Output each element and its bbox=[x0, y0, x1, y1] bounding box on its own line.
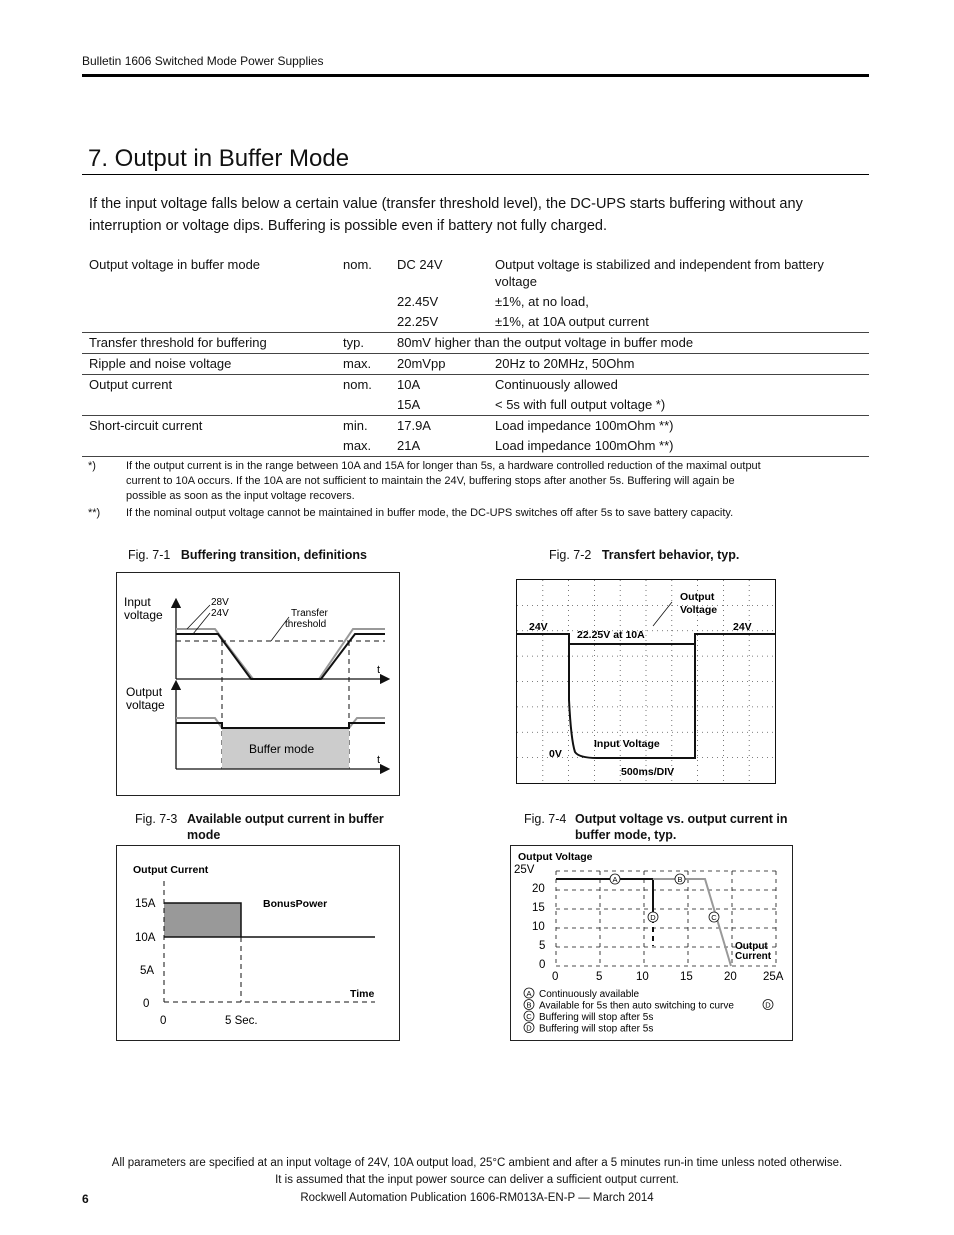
spec-cell bbox=[82, 312, 343, 333]
fig4-ylabel: Output Voltage bbox=[518, 851, 593, 863]
spec-cell: 17.9A bbox=[397, 416, 495, 437]
spec-cell: Load impedance 100mOhm **) bbox=[495, 416, 869, 437]
fig4-number: Fig. 7-4 bbox=[524, 812, 567, 826]
spec-row bbox=[82, 436, 869, 457]
fig4-curve-b bbox=[653, 879, 731, 966]
fig4-xlabel-2: Current bbox=[735, 951, 772, 962]
spec-cell: ±1%, at 10A output current bbox=[495, 314, 649, 329]
footer-publication: Rockwell Automation Publication 1606-RM013A-EN-P — March 2014 bbox=[300, 1192, 654, 1204]
intro-paragraph: If the input voltage falls below a certain value (transfer threshold level), the DC-UPS starts buffering without any interruption or voltage dips. Buffering is possible even if battery not fully charged. bbox=[89, 196, 803, 234]
fig4-legend-text-a: Continuously available bbox=[539, 989, 640, 1000]
fig3-xlabel: Time bbox=[350, 988, 375, 1000]
fig2-input-label: Input Voltage bbox=[594, 738, 660, 750]
spec-cell: 10A bbox=[397, 375, 495, 396]
fig4-ytick-15: 15 bbox=[532, 902, 545, 914]
fig4-svg bbox=[511, 846, 792, 1040]
spec-cell: Output current bbox=[82, 375, 343, 396]
fig4-xlabel-1: Output bbox=[735, 941, 768, 952]
spec-cell bbox=[343, 292, 397, 312]
fig1-caption bbox=[128, 548, 367, 562]
fig1-input-label-2: voltage bbox=[124, 608, 163, 622]
fig1-figure bbox=[116, 572, 400, 796]
fig2-24v-right: 24V bbox=[733, 621, 752, 633]
fig3-title: Available output current in buffer mode bbox=[187, 812, 384, 842]
fig1-output-label-2: voltage bbox=[126, 698, 165, 712]
fig4-legend-text-b: Available for 5s then auto switching to curve bbox=[539, 1000, 734, 1012]
spec-cell: ±1%, at no load, bbox=[495, 294, 589, 309]
fig4-marker-a: A bbox=[612, 875, 618, 884]
spec-cell: 20mVpp bbox=[397, 354, 495, 375]
spec-cell: min. bbox=[343, 416, 397, 437]
footer-line-2: It is assumed that the input power source can deliver a sufficient output current. bbox=[275, 1174, 679, 1186]
spec-cell bbox=[82, 395, 343, 416]
spec-cell: 22.25V bbox=[397, 314, 439, 329]
fig1-output-label-1: Output bbox=[126, 685, 163, 699]
spec-row bbox=[82, 312, 869, 333]
spec-row bbox=[82, 292, 869, 312]
footer-line-1: All parameters are specified at an input voltage of 24V, 10A output load, 25°C ambient and after a 5 minutes run-in time unless noted otherwise. bbox=[111, 1157, 843, 1169]
fig4-markers bbox=[610, 874, 719, 922]
fig1-28v-label: 28V bbox=[211, 597, 229, 608]
fig4-curve-a bbox=[556, 879, 653, 918]
spec-cell: typ. bbox=[343, 333, 397, 354]
fig3-ytick-10a: 10A bbox=[135, 932, 156, 944]
fig1-transfer-label-1: Transfer bbox=[291, 608, 328, 619]
fig3-number: Fig. 7-3 bbox=[135, 812, 178, 826]
fig1-svg bbox=[117, 573, 399, 795]
fig3-xtick-0: 0 bbox=[160, 1015, 167, 1027]
spec-cell: Load impedance 100mOhm **) bbox=[495, 436, 869, 457]
fig1-title: Buffering transition, definitions bbox=[180, 548, 367, 562]
fig4-ytick-25v: 25V bbox=[514, 864, 535, 876]
spec-cell: Continuously allowed bbox=[495, 375, 869, 396]
section-title: 7. Output in Buffer Mode bbox=[88, 145, 350, 172]
fig4-xtick-0: 0 bbox=[552, 971, 559, 983]
fig2-24v-left: 24V bbox=[529, 621, 548, 633]
fig4-marker-d: D bbox=[650, 913, 656, 922]
fig4-legend-text-c: Buffering will stop after 5s bbox=[539, 1012, 654, 1023]
fig3-svg bbox=[117, 846, 399, 1040]
fig3-ytick-0: 0 bbox=[143, 998, 150, 1010]
spec-cell bbox=[343, 312, 397, 333]
fig2-title: Transfert behavior, typ. bbox=[601, 548, 740, 562]
spec-row bbox=[82, 416, 869, 437]
spec-cell: Short-circuit current bbox=[82, 416, 343, 437]
fig3-xtick-5s: 5 Sec. bbox=[225, 1015, 258, 1027]
fig2-buffer-label: 22.25V at 10A bbox=[577, 629, 645, 641]
fig4-xtick-25a: 25A bbox=[763, 971, 784, 983]
fig4-xtick-5: 5 bbox=[596, 971, 603, 983]
fig3-bonus-label: BonusPower bbox=[263, 898, 328, 910]
spec-cell: Output voltage is stabilized and independent from battery voltage bbox=[495, 257, 824, 289]
spec-row bbox=[82, 354, 869, 375]
fig2-output-label-1: Output bbox=[680, 591, 715, 603]
fig4-ytick-0: 0 bbox=[539, 959, 546, 971]
spec-cell bbox=[82, 436, 343, 457]
spec-cell: 20Hz to 20MHz, 50Ohm bbox=[495, 354, 869, 375]
fig4-legend-marker-b: B bbox=[526, 1000, 532, 1010]
spec-cell: 21A bbox=[397, 436, 495, 457]
spec-row bbox=[82, 255, 869, 292]
footnote-2-mark: **) bbox=[88, 507, 101, 519]
fig4-ytick-10: 10 bbox=[532, 921, 545, 933]
fig1-transfer-label-2: threshold bbox=[285, 619, 327, 630]
fig2-number: Fig. 7-2 bbox=[549, 548, 592, 562]
fig4-xtick-20: 20 bbox=[724, 971, 737, 983]
fig2-svg bbox=[517, 580, 775, 783]
fig4-xtick-10: 10 bbox=[636, 971, 649, 983]
fig3-figure bbox=[116, 845, 400, 1041]
fig2-0v-label: 0V bbox=[549, 748, 562, 760]
fig3-ytick-15a: 15A bbox=[135, 898, 156, 910]
fig4-ytick-20: 20 bbox=[532, 883, 545, 895]
fig2-output-label-2: Voltage bbox=[680, 604, 718, 616]
spec-cell: 22.45V bbox=[397, 294, 439, 309]
fig4-title: Output voltage vs. output current in buffer mode, typ. bbox=[575, 812, 788, 842]
spec-row bbox=[82, 333, 869, 354]
fig4-legend-b-ref: D bbox=[765, 1000, 771, 1010]
page-number: 6 bbox=[82, 1192, 89, 1206]
spec-row bbox=[82, 375, 869, 396]
fig4-figure bbox=[510, 845, 793, 1041]
spec-cell: nom. bbox=[343, 375, 397, 396]
fig3-bonus-region bbox=[164, 903, 241, 937]
fig1-t2-label: t bbox=[377, 754, 381, 766]
header-title: Bulletin 1606 Switched Mode Power Supplies bbox=[82, 54, 324, 68]
fig3-caption bbox=[135, 811, 395, 843]
fig1-input-label-1: Input bbox=[124, 595, 151, 609]
fig3-ylabel: Output Current bbox=[133, 864, 209, 876]
footnote-2 bbox=[88, 506, 776, 521]
spec-cell: nom. bbox=[343, 257, 372, 272]
fig4-xtick-15: 15 bbox=[680, 971, 693, 983]
footnote-2-text: If the nominal output voltage cannot be maintained in buffer mode, the DC-UPS switches off after 5s to save battery capacity. bbox=[126, 507, 734, 519]
spec-cell: 80mV higher than the output voltage in buffer mode bbox=[397, 333, 869, 354]
spec-cell: < 5s with full output voltage *) bbox=[495, 397, 666, 412]
fig4-marker-b: B bbox=[677, 875, 683, 884]
spec-cell: DC 24V bbox=[397, 257, 443, 272]
spec-table bbox=[82, 255, 869, 457]
footnote-1-mark: *) bbox=[88, 460, 96, 472]
fig4-ytick-5: 5 bbox=[539, 940, 546, 952]
footnotes bbox=[88, 459, 776, 521]
spec-cell: Ripple and noise voltage bbox=[82, 354, 343, 375]
fig1-24v-label: 24V bbox=[211, 608, 229, 619]
fig2-caption bbox=[549, 548, 739, 562]
fig3-ytick-5a: 5A bbox=[140, 965, 155, 977]
title-rule bbox=[82, 174, 869, 175]
header-rule bbox=[82, 74, 869, 77]
spec-cell: 15A bbox=[397, 397, 421, 412]
fig2-timediv-label: 500ms/DIV bbox=[621, 766, 675, 778]
spec-row bbox=[82, 395, 869, 416]
fig1-t-label: t bbox=[377, 664, 381, 676]
fig4-caption bbox=[524, 811, 794, 843]
spec-cell: max. bbox=[343, 436, 397, 457]
fig4-legend bbox=[524, 988, 773, 1035]
fig4-legend-marker-a: A bbox=[526, 989, 532, 998]
footnote-1 bbox=[88, 459, 776, 504]
fig1-number: Fig. 7-1 bbox=[128, 548, 171, 562]
spec-cell: max. bbox=[343, 354, 397, 375]
fig4-marker-c: C bbox=[711, 913, 717, 922]
fig1-output-line bbox=[176, 723, 385, 728]
spec-cell: Output voltage in buffer mode bbox=[89, 257, 261, 272]
fig2-figure bbox=[516, 579, 776, 784]
fig1-24v-pointer bbox=[193, 613, 210, 634]
fig4-legend-marker-d: D bbox=[526, 1023, 532, 1033]
spec-cell bbox=[82, 292, 343, 312]
fig4-legend-text-d: Buffering will stop after 5s bbox=[539, 1023, 654, 1035]
footnote-1-text: If the output current is in the range between 10A and 15A for longer than 5s, a hardware controlled reduction of the maximal output current to 10A occurs. If the 10A are not sufficient to maintain the 24V, buffering stops after another 5s. Buffering will again be possible as soon as the input voltage recovers. bbox=[126, 460, 761, 502]
spec-cell: Transfer threshold for buffering bbox=[82, 333, 343, 354]
fig4-legend-marker-c: C bbox=[526, 1012, 532, 1021]
spec-cell bbox=[343, 395, 397, 416]
fig1-buffer-label: Buffer mode bbox=[249, 742, 315, 756]
